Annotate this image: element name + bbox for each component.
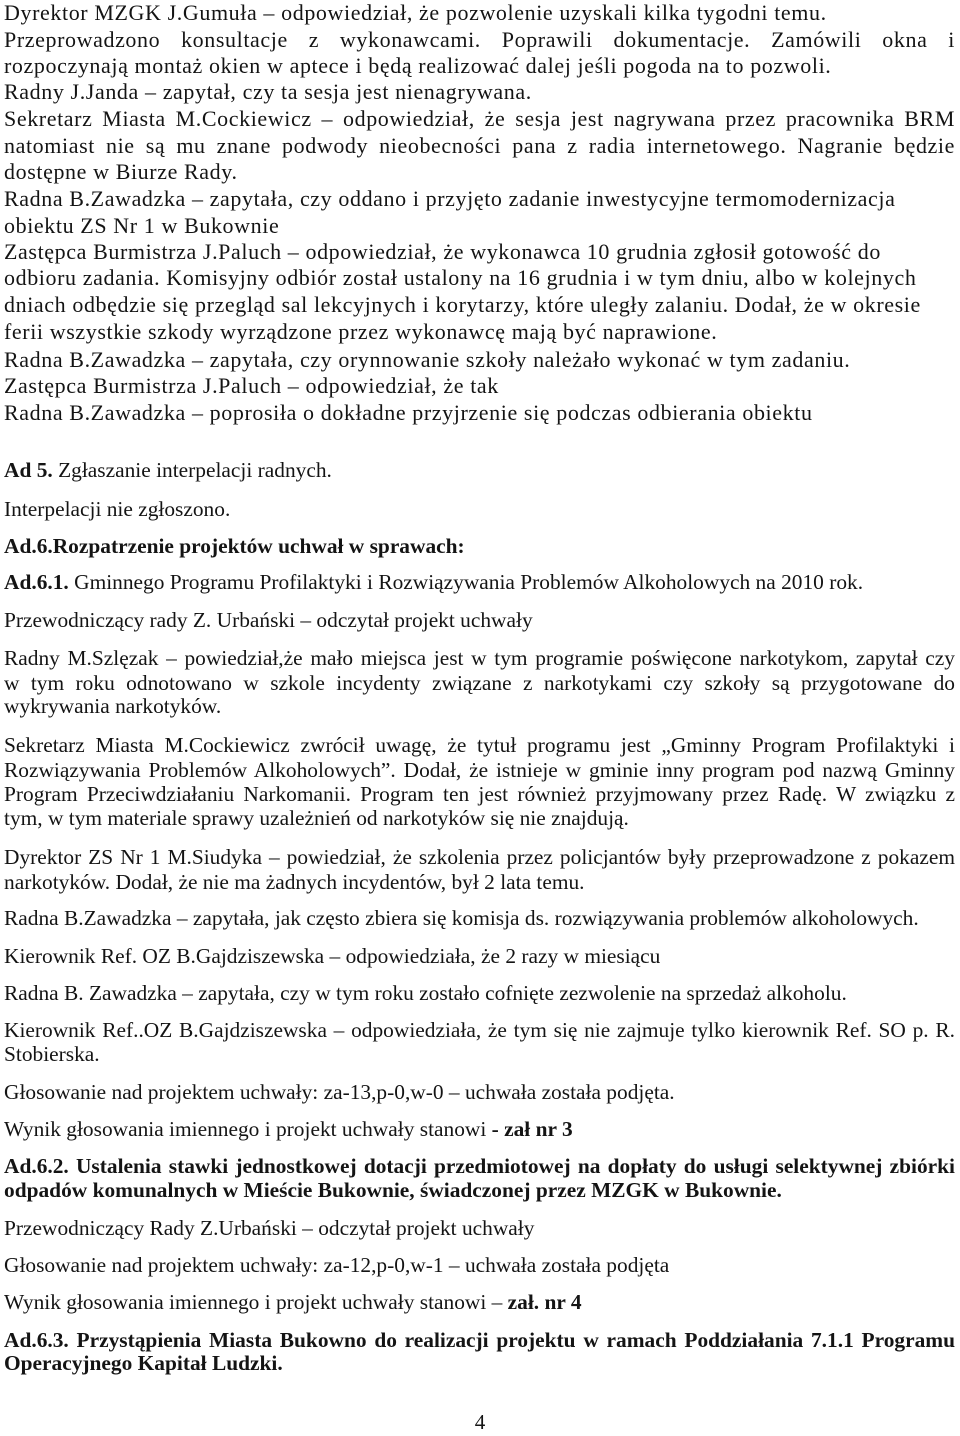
- text-line: Dyrektor ZS Nr 1 M.Siudyka – powiedział, że szkolenia przez policjantów były przeprowadzone z pokazem: [4, 845, 955, 869]
- text-line: Radny M.Szlęzak – powiedział,że mało miejsca jest w tym programie poświęcone narkotykom, zapytał czy: [4, 646, 955, 670]
- attachment-line: [4, 1290, 955, 1314]
- text-line: Kierownik Ref. OZ B.Gajdziszewska – odpowiedziała, że 2 razy w miesiącu: [4, 944, 661, 968]
- text-line: Zastępca Burmistrza J.Paluch – odpowiedział, że wykonawca 10 grudnia zgłosił gotowość do: [4, 239, 881, 264]
- text-line: Sekretarz Miasta M.Cockiewicz zwrócił uwagę, że tytuł programu jest „Gminny Program Profilaktyki i: [4, 733, 955, 757]
- text-line: Radna B. Zawadzka – zapytała, czy w tym roku zostało cofnięte zezwolenie na sprzedaż alkoholu.: [4, 981, 847, 1005]
- agenda-item-heading: odpadów komunalnych w Mieście Bukownie, świadczonej przez MZGK w Bukownie.: [4, 1178, 782, 1202]
- text-line: dostępne w Biurze Rady.: [4, 159, 238, 184]
- bold-text: Ad 5.: [4, 458, 53, 482]
- page-number: 4: [474, 1410, 486, 1434]
- text-line: wykrywania narkotyków.: [4, 694, 222, 718]
- agenda-item-line: [4, 458, 955, 482]
- agenda-item-heading: Ad.6.Rozpatrzenie projektów uchwał w sprawach:: [4, 534, 465, 558]
- bold-text: zał. nr 4: [507, 1290, 582, 1314]
- text-line: Radny J.Janda – zapytał, czy ta sesja jest nienagrywana.: [4, 79, 532, 104]
- text-span: Wynik głosowania imiennego i projekt uchwały stanowi: [4, 1117, 492, 1141]
- text-line: w tym roku odnotowano w szkole incydenty związane z narkotykami czy szkoły są przygotowane do: [4, 671, 955, 695]
- text-line: odbioru zadania. Komisyjny odbiór został ustalony na 16 grudnia i w tym dniu, albo w kolejnych: [4, 265, 917, 290]
- text-span: Wynik głosowania imiennego i projekt uchwały stanowi –: [4, 1290, 508, 1314]
- text-line: Zastępca Burmistrza J.Paluch – odpowiedział, że tak: [4, 373, 499, 398]
- text-line: Program Przeciwdziałaniu Narkomanii. Program ten jest również przyjmowany przez Radę. W związku z: [4, 782, 955, 806]
- text-line: Radna B.Zawadzka – zapytała, czy orynnowanie szkoły należało wykonać w tym zadaniu.: [4, 347, 851, 372]
- text-line: Sekretarz Miasta M.Cockiewicz – odpowiedział, że sesja jest nagrywana przez pracownika BRM: [4, 106, 955, 131]
- text-line: Kierownik Ref..OZ B.Gajdziszewska – odpowiedziała, że tym się nie zajmuje tylko kierownik Ref. SO p. R.: [4, 1018, 955, 1042]
- attachment-line: [4, 1117, 955, 1141]
- agenda-item-heading: Ad.6.3. Przystąpienia Miasta Bukowno do realizacji projektu w ramach Poddziałania 7.1.1 Programu: [4, 1328, 955, 1352]
- vote-result-line: Głosowanie nad projektem uchwały: za-12,p-0,w-1 – uchwała została podjęta: [4, 1253, 670, 1277]
- bold-text: - zał nr 3: [491, 1117, 573, 1141]
- text-line: Rozwiązywania Problemów Alkoholowych”. Dodał, że istnieje w gminie inny program pod nazwą Gminny: [4, 758, 955, 782]
- text-span: Gminnego Programu Profilaktyki i Rozwiązywania Problemów Alkoholowych na 2010 rok.: [68, 570, 864, 594]
- text-line: Stobierska.: [4, 1042, 100, 1066]
- text-span: Zgłaszanie interpelacji radnych.: [52, 458, 332, 482]
- agenda-item-line: [4, 570, 955, 594]
- text-line: Przewodniczący Rady Z.Urbański – odczytał projekt uchwały: [4, 1216, 535, 1240]
- text-line: tym, w tym materiale sprawy uzależnień od narkotyków się nie znajdują.: [4, 806, 629, 830]
- vote-result-line: Głosowanie nad projektem uchwały: za-13,p-0,w-0 – uchwała została podjęta.: [4, 1080, 675, 1104]
- text-line: narkotyków. Dodał, że nie ma żadnych incydentów, był 2 lata temu.: [4, 870, 585, 894]
- bold-text: Ad.6.1.: [4, 570, 69, 594]
- text-line: dniach odbędzie się przegląd sal lekcyjnych i korytarzy, które uległy zalaniu. Dodał, że w okresie: [4, 292, 921, 317]
- text-line: Radna B.Zawadzka – zapytała, jak często zbiera się komisja ds. rozwiązywania problemów alkoholowych.: [4, 906, 919, 930]
- text-line: rozpoczynają montaż okien w aptece i będą realizować dalej jeśli pogoda na to pozwoli.: [4, 53, 832, 78]
- text-line: Interpelacji nie zgłoszono.: [4, 497, 231, 521]
- text-line: natomiast nie są mu znane podwody nieobecności pana z radia internetowego. Nagranie będzie: [4, 133, 955, 158]
- text-line: Dyrektor MZGK J.Gumuła – odpowiedział, że pozwolenie uzyskali kilka tygodni temu.: [4, 0, 827, 25]
- text-line: Przeprowadzono konsultacje z wykonawcami. Poprawili dokumentacje. Zamówili okna i: [4, 27, 955, 52]
- text-line: Radna B.Zawadzka – zapytała, czy oddano i przyjęto zadanie inwestycyjne termomodernizacja: [4, 186, 896, 211]
- agenda-item-heading: Operacyjnego Kapitał Ludzki.: [4, 1351, 283, 1375]
- agenda-item-heading: Ad.6.2. Ustalenia stawki jednostkowej dotacji przedmiotowej na dopłaty do usługi selektywnej zbiórki: [4, 1154, 955, 1178]
- text-line: obiektu ZS Nr 1 w Bukownie: [4, 213, 280, 238]
- text-line: Radna B.Zawadzka – poprosiła o dokładne przyjrzenie się podczas odbierania obiektu: [4, 400, 813, 425]
- text-line: ferii wszystkie szkody wyrządzone przez wykonawcę mają być naprawione.: [4, 319, 718, 344]
- text-line: Przewodniczący rady Z. Urbański – odczytał projekt uchwały: [4, 608, 533, 632]
